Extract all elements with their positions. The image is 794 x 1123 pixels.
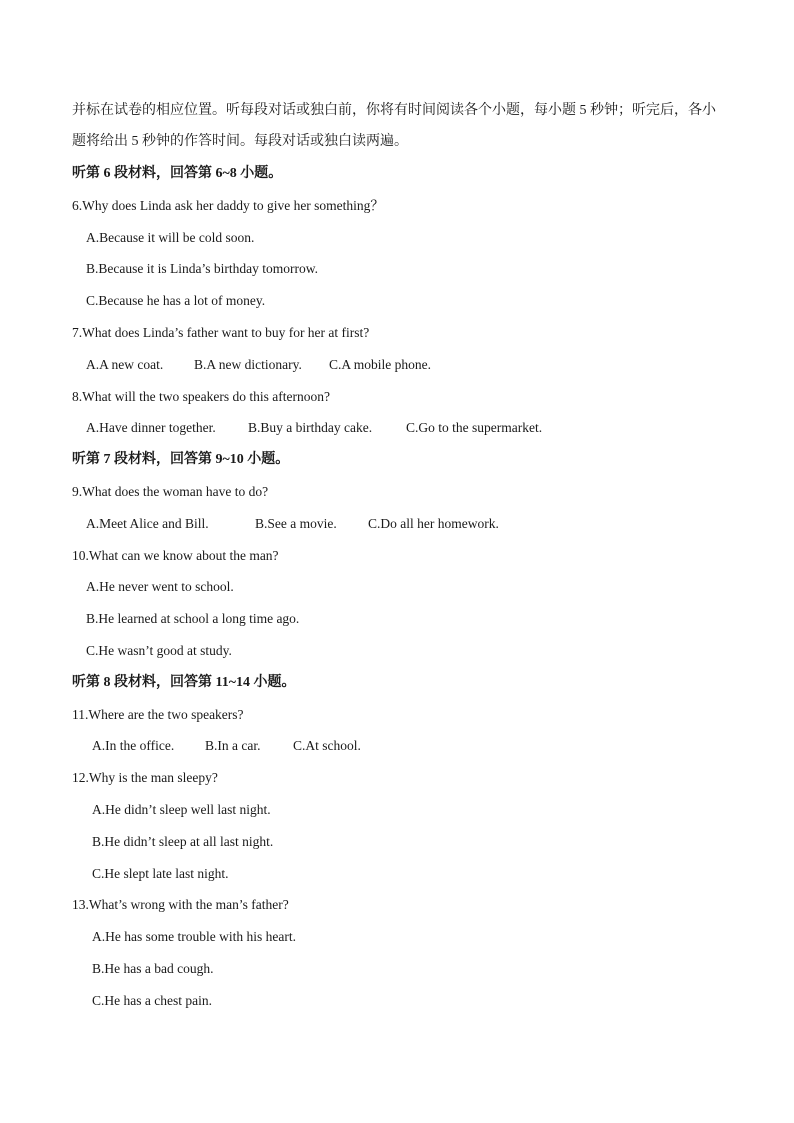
question-6-option-a: A.Because it will be cold soon. <box>86 230 255 245</box>
question-13-option-b: B.He has a bad cough. <box>92 961 214 976</box>
question-10-option-c: C.He wasn’t good at study. <box>86 643 232 658</box>
question-9-option-a: A.Meet Alice and Bill. <box>86 516 209 531</box>
question-10-option-b: B.He learned at school a long time ago. <box>86 611 300 626</box>
question-13: 13.What’s wrong with the man’s father? <box>72 897 289 912</box>
question-8-option-b: B.Buy a birthday cake. <box>248 420 373 435</box>
section-8-heading: 听第 8 段材料，回答第 11~14 小题。 <box>72 675 296 690</box>
question-11: 11.Where are the two speakers? <box>72 707 244 722</box>
question-12-option-b: B.He didn’t sleep at all last night. <box>92 834 274 849</box>
question-11-options <box>92 737 361 755</box>
question-7: 7.What does Linda’s father want to buy for her at first? <box>72 325 370 340</box>
question-8: 8.What will the two speakers do this afternoon? <box>72 389 330 404</box>
question-6-option-b: B.Because it is Linda’s birthday tomorrow. <box>86 261 318 276</box>
question-12: 12.Why is the man sleepy? <box>72 770 218 785</box>
question-9-option-c: C.Do all her homework. <box>368 516 499 531</box>
question-13-option-c: C.He has a chest pain. <box>92 993 212 1008</box>
question-9: 9.What does the woman have to do? <box>72 484 269 499</box>
question-7-option-a: A.A new coat. <box>86 357 164 372</box>
question-9-options <box>86 515 499 533</box>
question-7-options <box>86 356 431 374</box>
section-7-heading: 听第 7 段材料，回答第 9~10 小题。 <box>72 452 290 467</box>
intro-line-1: 并标在试卷的相应位置。听每段对话或独白前，你将有时间阅读各个小题，每小题 5 秒钟；听完后，各小 <box>72 103 716 118</box>
question-11-option-c: C.At school. <box>293 738 361 753</box>
question-9-option-b: B.See a movie. <box>255 516 337 531</box>
question-13-option-a: A.He has some trouble with his heart. <box>92 929 296 944</box>
section-6-heading: 听第 6 段材料，回答第 6~8 小题。 <box>72 166 283 181</box>
question-7-option-b: B.A new dictionary. <box>194 357 302 372</box>
question-6: 6.Why does Linda ask her daddy to give her something？ <box>72 198 384 213</box>
question-12-option-a: A.He didn’t sleep well last night. <box>92 802 271 817</box>
question-8-option-c: C.Go to the supermarket. <box>406 420 543 435</box>
question-8-options <box>86 419 542 437</box>
question-6-option-c: C.Because he has a lot of money. <box>86 293 266 308</box>
question-12-option-c: C.He slept late last night. <box>92 866 229 881</box>
question-10: 10.What can we know about the man? <box>72 548 279 563</box>
question-10-option-a: A.He never went to school. <box>86 579 234 594</box>
question-11-option-b: B.In a car. <box>205 738 261 753</box>
question-7-option-c: C.A mobile phone. <box>329 357 431 372</box>
question-11-option-a: A.In the office. <box>92 738 175 753</box>
question-8-option-a: A.Have dinner together. <box>86 420 216 435</box>
intro-line-2: 题将给出 5 秒钟的作答时间。每段对话或独白读两遍。 <box>72 134 408 149</box>
